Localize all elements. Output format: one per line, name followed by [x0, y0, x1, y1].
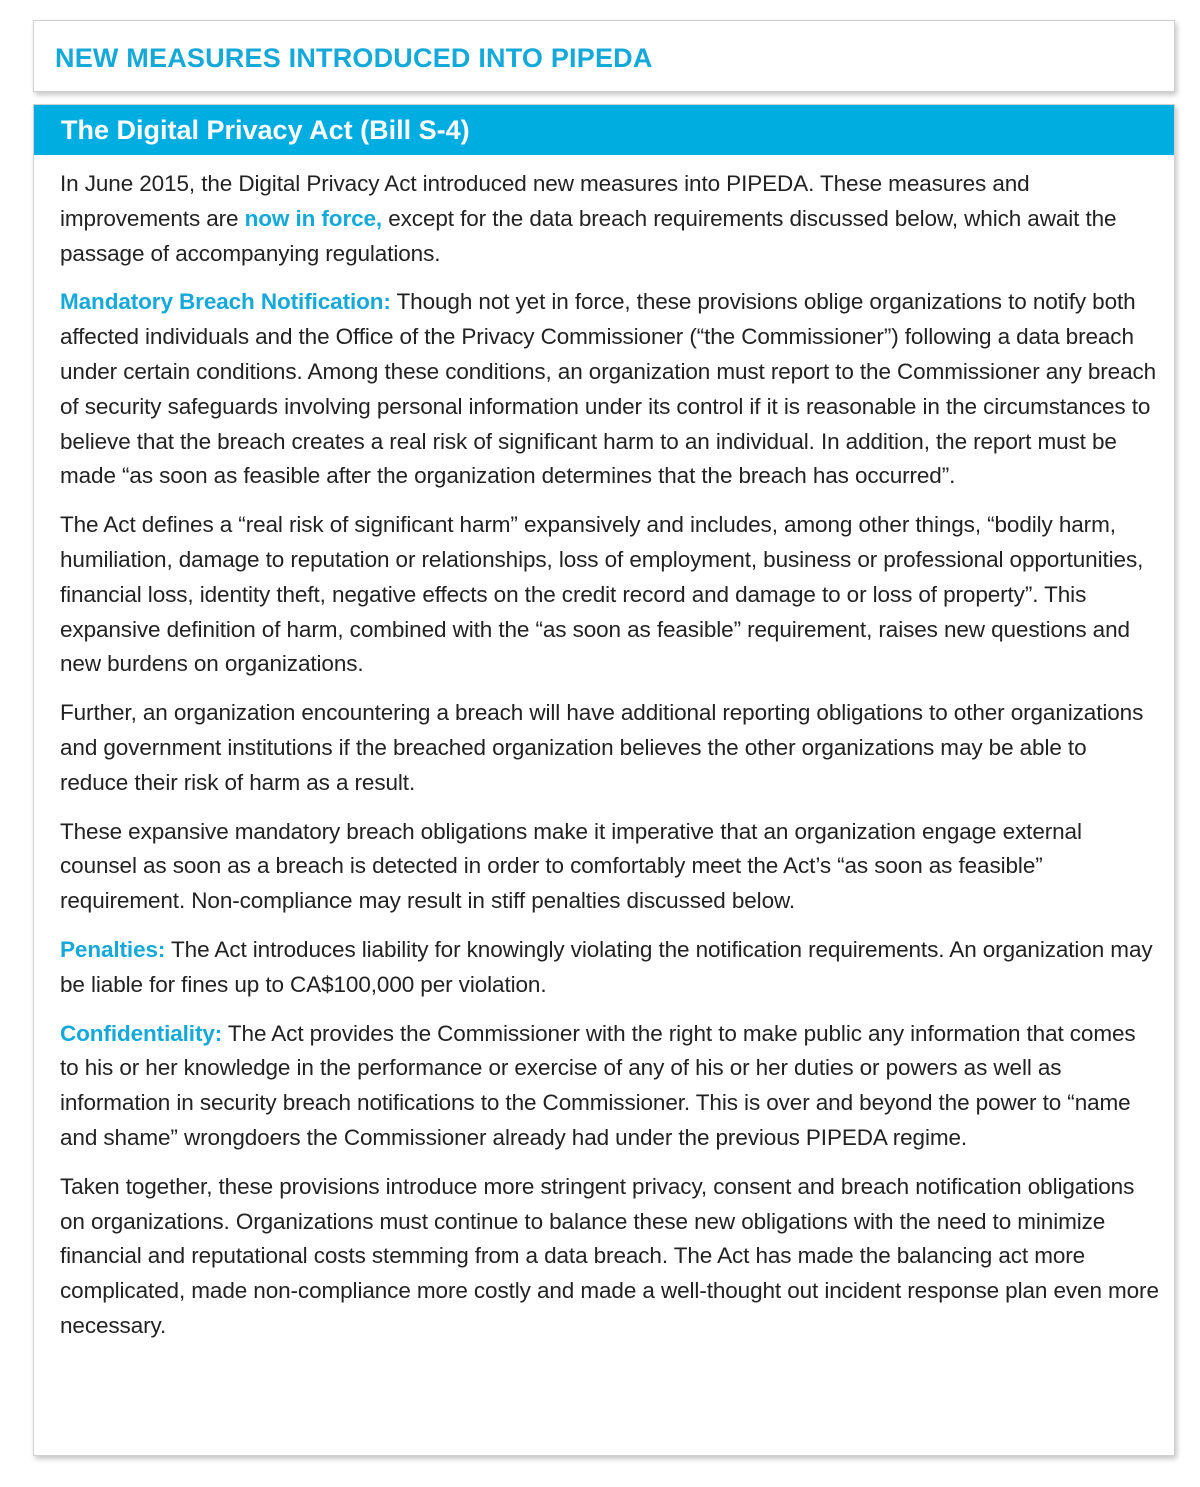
intro-text-continued: except for the data breach requirements discussed below, which await the passage of accompanying regulations.	[60, 205, 1117, 266]
penalties-text: The Act introduces liability for knowingly violating the notification requirements. An organization may be liable for fines up to CA$100,000 per violation.	[60, 936, 1153, 997]
harm-definition-paragraph: The Act defines a “real risk of significant harm” expansively and includes, among other things, “bodily harm, humiliation, damage to reputation or relationships, loss of employment, business or professional opportunities, financial loss, identity theft, negative effects on the credit record and damage to or loss of property”. This expansive definition of harm, combined with the “as soon as feasible” requirement, raises new questions and new burdens on organizations.	[60, 512, 1144, 677]
confidentiality-paragraph	[60, 1017, 1160, 1156]
confidentiality-label: Confidentiality:	[60, 1020, 223, 1046]
breach-notification-text: Though not yet in force, these provisions oblige organizations to notify both affected individuals and the Office of the Privacy Commissioner (“the Commissioner”) following a data breach under certain conditions. Among these conditions, an organization must report to the Commissioner any breach of security safeguards involving personal information under its control if it is reasonable in the circumstances to believe that the breach creates a real risk of significant harm to an individual. In addition, the report must be made “as soon as feasible after the organization determines that the breach has occurred”.	[60, 289, 1157, 489]
article-body	[34, 155, 1174, 1344]
section-banner	[34, 105, 1174, 155]
penalties-label: Penalties:	[60, 936, 166, 962]
intro-text: In June 2015, the Digital Privacy Act introduced new measures into PIPEDA. These measures and improvements are	[60, 171, 1030, 231]
breach-notification-paragraph	[60, 285, 1160, 494]
reporting-obligations-paragraph: Further, an organization encountering a breach will have additional reporting obligations to other organizations and government institutions if the breached organization believes the other organizations may be able to reduce their risk of harm as a result.	[60, 700, 1144, 795]
intro-paragraph	[60, 167, 1160, 271]
content-card	[33, 104, 1175, 1456]
conclusion-paragraph: Taken together, these provisions introduce more stringent privacy, consent and breach notification obligations on organizations. Organizations must continue to balance these new obligations with the need to minimize financial and reputational costs stemming from a data breach. The Act has made the balancing act more complicated, made non-compliance more costly and made a well-thought out incident response plan even more necessary.	[60, 1173, 1159, 1338]
confidentiality-text: The Act provides the Commissioner with the right to make public any information that comes to his or her knowledge in the performance or exercise of any of his or her duties or powers as well as information in security breach notifications to the Commissioner. This is over and beyond the power to “name and shame” wrongdoers the Commissioner already had under the previous PIPEDA regime.	[60, 1020, 1136, 1150]
page-title: NEW MEASURES INTRODUCED INTO PIPEDA	[55, 43, 653, 73]
external-counsel-paragraph: These expansive mandatory breach obligations make it imperative that an organization engage external counsel as soon as a breach is detected in order to comfortably meet the Act’s “as soon as feasible” requirement. Non-compliance may result in stiff penalties discussed below.	[60, 818, 1082, 914]
in-force-highlight: now in force,	[244, 205, 383, 231]
breach-notification-label: Mandatory Breach Notification:	[60, 289, 391, 315]
page-header	[33, 20, 1175, 92]
section-title: The Digital Privacy Act (Bill S-4)	[61, 114, 470, 145]
penalties-paragraph	[60, 933, 1160, 1003]
